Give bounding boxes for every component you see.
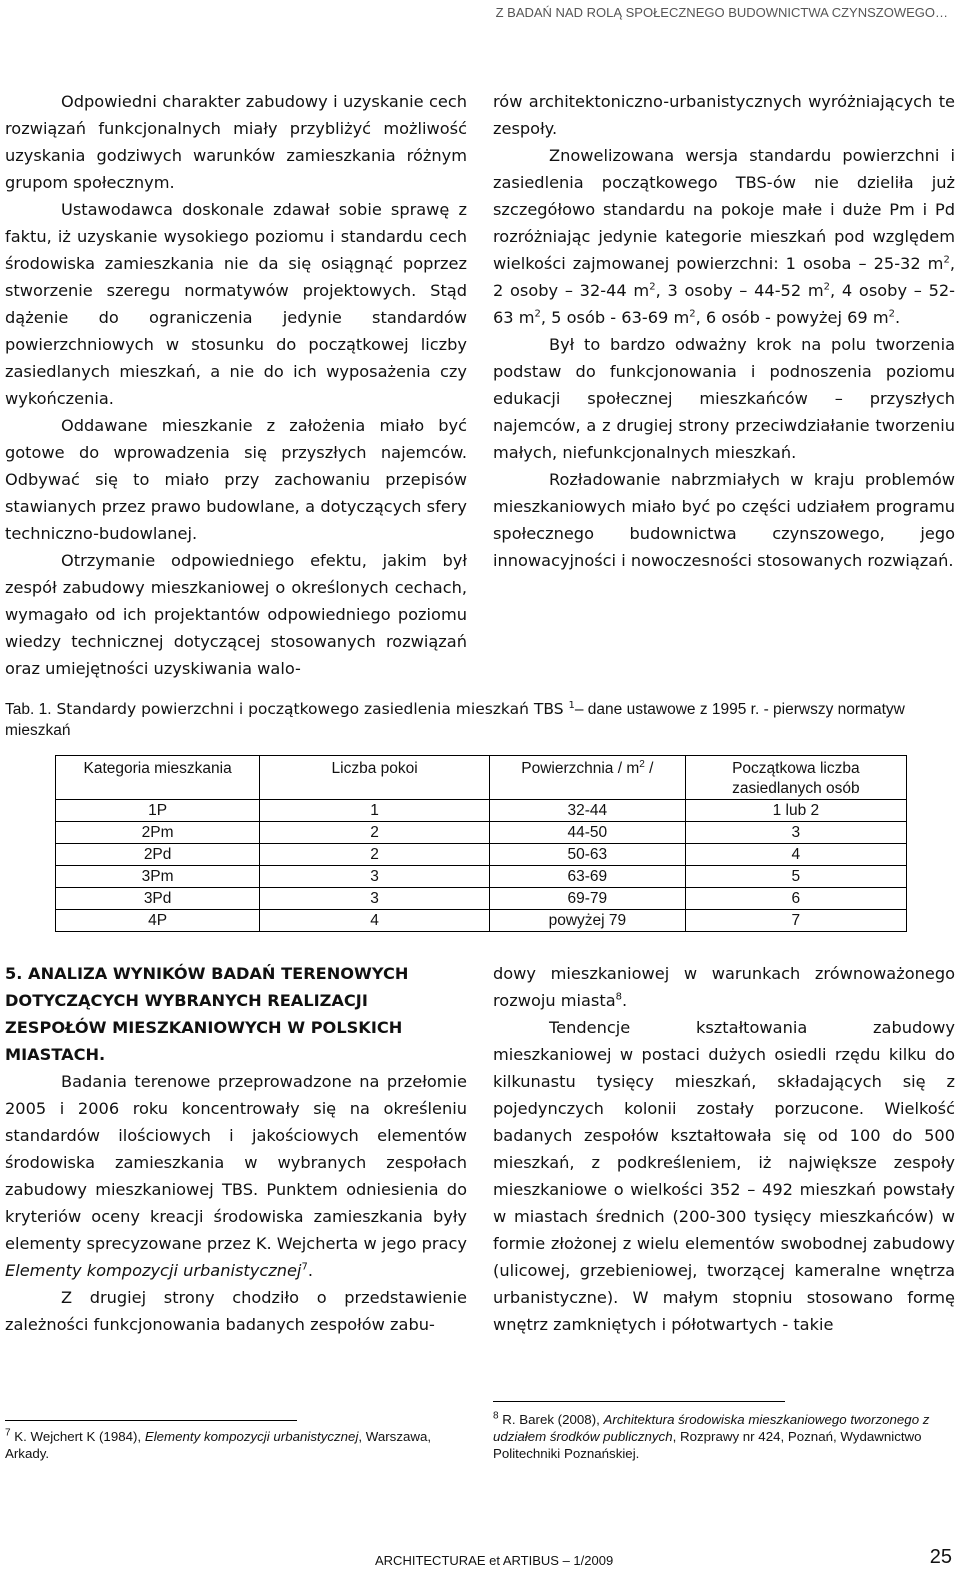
footnote-text: R. Barek (2008),	[502, 1412, 604, 1427]
text-run: , 4 osoby – 52-63 m	[493, 281, 956, 327]
section-heading: 5. ANALIZA WYNIKÓW BADAŃ TERENOWYCH DOTYCZĄCYCH WYBRANYCH REALIZACJI ZESPOŁÓW MIESZKANIOWYCH W POLSKICH MIASTACH.	[5, 964, 409, 1064]
table-header-row	[56, 756, 907, 800]
footnote-text: K. Wejchert K (1984),	[14, 1429, 145, 1444]
cell-area: 63-69	[490, 866, 686, 888]
cell-category: 2Pm	[56, 822, 260, 844]
text-run: Znowelizowana wersja standardu powierzchni i zasiedlenia początkowego TBS-ów nie dzieliła już szczegółowo standardu na pokoje małe i duże Pm i Pd rozróżniając jedynie kategorie mieszkań pod względem wielkości zajmowanej powierzchni: 1 osoba – 25-32 m	[493, 146, 955, 273]
paragraph: Otrzymanie odpowiedniego efektu, jakim był zespół zabudowy mieszkaniowej o określonych cechach, wymagało od ich projektantów odpowiedniego poziomu wiedzy technicznej dotyczącej stosowanych rozwiązań oraz umiejętności uzyskiwania walo-	[5, 551, 467, 678]
text-run: , 3 osoby – 44-52 m	[655, 281, 824, 300]
text-run: , 5 osób - 63-69 m	[540, 308, 690, 327]
header-rooms: Liczba pokoi	[260, 756, 490, 800]
paragraph: Ustawodawca doskonale zdawał sobie sprawę z faktu, iż uzyskanie wysokiego poziomu i standardu cech środowiska zamieszkania nie da się osiągnąć poprzez stworzenie szeregu normatywów projektowych. Stąd dążenie do ograniczenia jedynie standardów powierzchniowych w stosunku do początkowej liczby zasiedlanych mieszkań, a nie do ich wyposażenia czy wykończenia.	[5, 200, 467, 408]
paragraph: Rozładowanie nabrzmiałych w kraju problemów mieszkaniowych miało być po części udziałem programu społecznego budownictwa czynszowego, jego innowacyjności i nowoczesności stosowanych rozwiązań.	[493, 470, 955, 570]
paragraph: Odpowiedni charakter zabudowy i uzyskanie cech rozwiązań funkcjonalnych miały przybliżyć możliwość uzyskania godziwych warunków zamieszkania różnym grupom społecznym.	[5, 92, 467, 192]
footnote-rule-right	[493, 1401, 785, 1402]
paragraph: rów architektoniczno-urbanistycznych wyróżniających te zespoły.	[493, 92, 955, 138]
table-row	[56, 800, 907, 822]
cell-area: 32-44	[490, 800, 686, 822]
header-category: Kategoria mieszkania	[56, 756, 260, 800]
table-row	[56, 888, 907, 910]
text-run: .	[894, 308, 901, 327]
table-caption-tail: – dane ustawowe z 1995 r. - pierwszy normatyw mieszkań	[5, 701, 905, 739]
cell-occupants: 1 lub 2	[685, 800, 906, 822]
cell-occupants: 6	[685, 888, 906, 910]
footnote-number: 7	[5, 1427, 11, 1439]
superscript: 2	[534, 308, 541, 320]
table-caption	[5, 699, 955, 741]
footnote-title: Elementy kompozycji urbanistycznej	[144, 1429, 359, 1444]
cited-title: Elementy kompozycji urbanistycznej	[5, 1261, 302, 1280]
standards-table	[55, 755, 907, 932]
cell-occupants: 5	[685, 866, 906, 888]
table-row	[56, 866, 907, 888]
cell-area: 69-79	[490, 888, 686, 910]
cell-rooms: 3	[260, 866, 490, 888]
cell-rooms: 3	[260, 888, 490, 910]
cell-category: 2Pd	[56, 844, 260, 866]
footnote-number: 8	[493, 1410, 499, 1422]
text-run: , 6 osób - powyżej 69 m	[695, 308, 889, 327]
text-column-top-left	[5, 88, 467, 682]
superscript: 2	[639, 758, 645, 770]
cell-category: 4P	[56, 910, 260, 932]
cell-rooms: 1	[260, 800, 490, 822]
table-row	[56, 822, 907, 844]
text-column-top-right	[493, 88, 955, 574]
cell-occupants: 3	[685, 822, 906, 844]
table-caption-text: Standardy powierzchni i początkowego zasiedlenia mieszkań TBS	[56, 700, 564, 718]
text-run: .	[622, 991, 628, 1010]
cell-area: 44-50	[490, 822, 686, 844]
footnote-rule-left	[5, 1420, 297, 1421]
cell-rooms: 2	[260, 844, 490, 866]
text-run: Badania terenowe przeprowadzone na przełomie 2005 i 2006 roku koncentrowały się na określeniu standardów ilościowych i jakościowych elementów środowiska zamieszkania w wybranych zespołach zabudowy mieszkaniowej TBS. Punktem odniesienia do kryteriów oceny kreacji środowiska zamieszkania były elementy sprecyzowane przez K. Wejcherta w jego pracy	[5, 1072, 467, 1253]
cell-rooms: 4	[260, 910, 490, 932]
table-row	[56, 910, 907, 932]
footnote-7	[5, 1428, 460, 1462]
cell-area: 50-63	[490, 844, 686, 866]
cell-category: 1P	[56, 800, 260, 822]
text-column-bottom-right	[493, 960, 955, 1338]
paragraph: Był to bardzo odważny krok na polu tworzenia podstaw do funkcjonowania i podnoszenia poziomu edukacji społecznej mieszkańców – przyszłych najemców, a z drugiej strony przeciwdziałanie tworzeniu małych, niefunkcjonalnych mieszkań.	[493, 335, 955, 462]
paragraph: Tendencje kształtowania zabudowy mieszkaniowej w postaci dużych osiedli rzędu kilku do kilkunastu tysięcy mieszkań, składających się z pojedynczych kolonii zostały porzucone. Wielkość badanych zespołów kształtowała się od 100 do 500 mieszkań, z podkreśleniem, iż największe zespoły mieszkaniowe o wielkości 352 – 492 mieszkań powstały w miastach średnich (200-300 tysięcy mieszkańców) w formie złożonej z wielu elementów swobodnej zabudowy (ulicowej, grzebieniowej, tworzącej kameralne wnętrza urbanistyczne). W małym stopniu stosowano formę wnętrz zamkniętych i półotwartych - takie	[493, 1018, 955, 1334]
text-run: dowy mieszkaniowej w warunkach zrównoważonego rozwoju miasta	[493, 964, 955, 1010]
paragraph: Oddawane mieszkanie z założenia miało być gotowe do wprowadzenia się przyszłych najemców. Odbywać się to miało przy zachowaniu przepisów stawianych przez prawo budowlane, a dotyczących sfery techniczno-budowlanej.	[5, 416, 467, 543]
header-area	[490, 756, 686, 800]
cell-category: 3Pm	[56, 866, 260, 888]
superscript: 2	[689, 308, 696, 320]
superscript: 2	[943, 254, 950, 266]
superscript: 2	[649, 281, 656, 293]
footnote-title: Architektura środowiska mieszkaniowego tworzonego z udziałem środków publicznych	[493, 1412, 930, 1444]
header-area-tail: /	[644, 760, 654, 777]
running-head: Z BADAŃ NAD ROLĄ SPOŁECZNEGO BUDOWNICTWA CZYNSZOWEGO…	[495, 5, 948, 20]
cell-rooms: 2	[260, 822, 490, 844]
footnote-text: , Warszawa, Arkady.	[5, 1429, 432, 1461]
paragraph-area-standards	[493, 142, 955, 331]
journal-footer: ARCHITECTURAE et ARTIBUS – 1/2009	[375, 1553, 614, 1568]
footnote-text: , Rozprawy nr 424, Poznań, Wydawnictwo Politechniki Poznańskiej.	[493, 1429, 922, 1461]
text-run: .	[307, 1261, 313, 1280]
paragraph: Z drugiej strony chodziło o przedstawienie zależności funkcjonowania badanych zespołów zabu-	[5, 1288, 467, 1334]
superscript: 1	[568, 699, 575, 711]
header-area-text: Powierzchnia / m	[521, 760, 640, 777]
table-label: Tab. 1.	[5, 701, 52, 718]
cell-category: 3Pd	[56, 888, 260, 910]
superscript: 2	[823, 281, 831, 293]
footnote-ref: 8	[615, 991, 623, 1003]
table-row	[56, 844, 907, 866]
header-occupants: Początkowa liczba zasiedlanych osób	[685, 756, 906, 800]
cell-occupants: 4	[685, 844, 906, 866]
paragraph	[493, 960, 955, 1014]
superscript: 2	[888, 308, 895, 320]
paragraph	[5, 1068, 467, 1284]
text-run: , 2 osoby – 32-44 m	[493, 254, 955, 300]
cell-area: powyżej 79	[490, 910, 686, 932]
text-column-bottom-left	[5, 960, 467, 1338]
footnote-8	[493, 1411, 955, 1462]
page-number: 25	[929, 1546, 952, 1568]
cell-occupants: 7	[685, 910, 906, 932]
footnote-ref: 7	[301, 1261, 308, 1273]
